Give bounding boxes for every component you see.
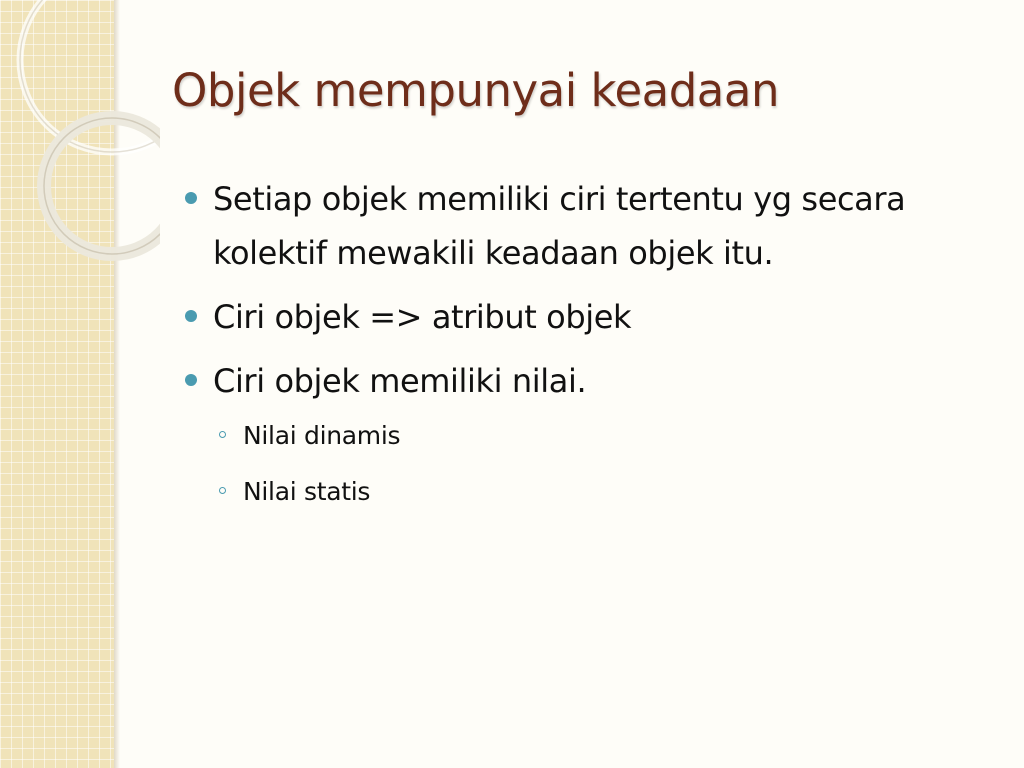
sub-bullet-text: Nilai dinamis <box>243 421 401 450</box>
slide-content <box>183 172 983 528</box>
bullet-item <box>183 290 983 344</box>
sub-bullet-icon <box>219 431 226 438</box>
bullet-icon <box>185 374 197 386</box>
bullet-item <box>183 354 983 408</box>
bullet-text: Ciri objek => atribut objek <box>213 298 632 336</box>
decorative-rings-icon <box>0 0 160 300</box>
sub-bullet-icon <box>219 487 226 494</box>
slide-title: Objek mempunyai keadaan <box>172 64 779 117</box>
bullet-text: Setiap objek memiliki ciri tertentu yg secara kolektif mewakili keadaan objek itu. <box>213 180 906 272</box>
bullet-icon <box>185 192 197 204</box>
sub-bullet-text: Nilai statis <box>243 477 371 506</box>
bullet-icon <box>185 310 197 322</box>
sub-bullet-item <box>183 472 983 512</box>
bullet-item <box>183 172 983 280</box>
sub-bullet-item <box>183 416 983 456</box>
bullet-text: Ciri objek memiliki nilai. <box>213 362 587 400</box>
